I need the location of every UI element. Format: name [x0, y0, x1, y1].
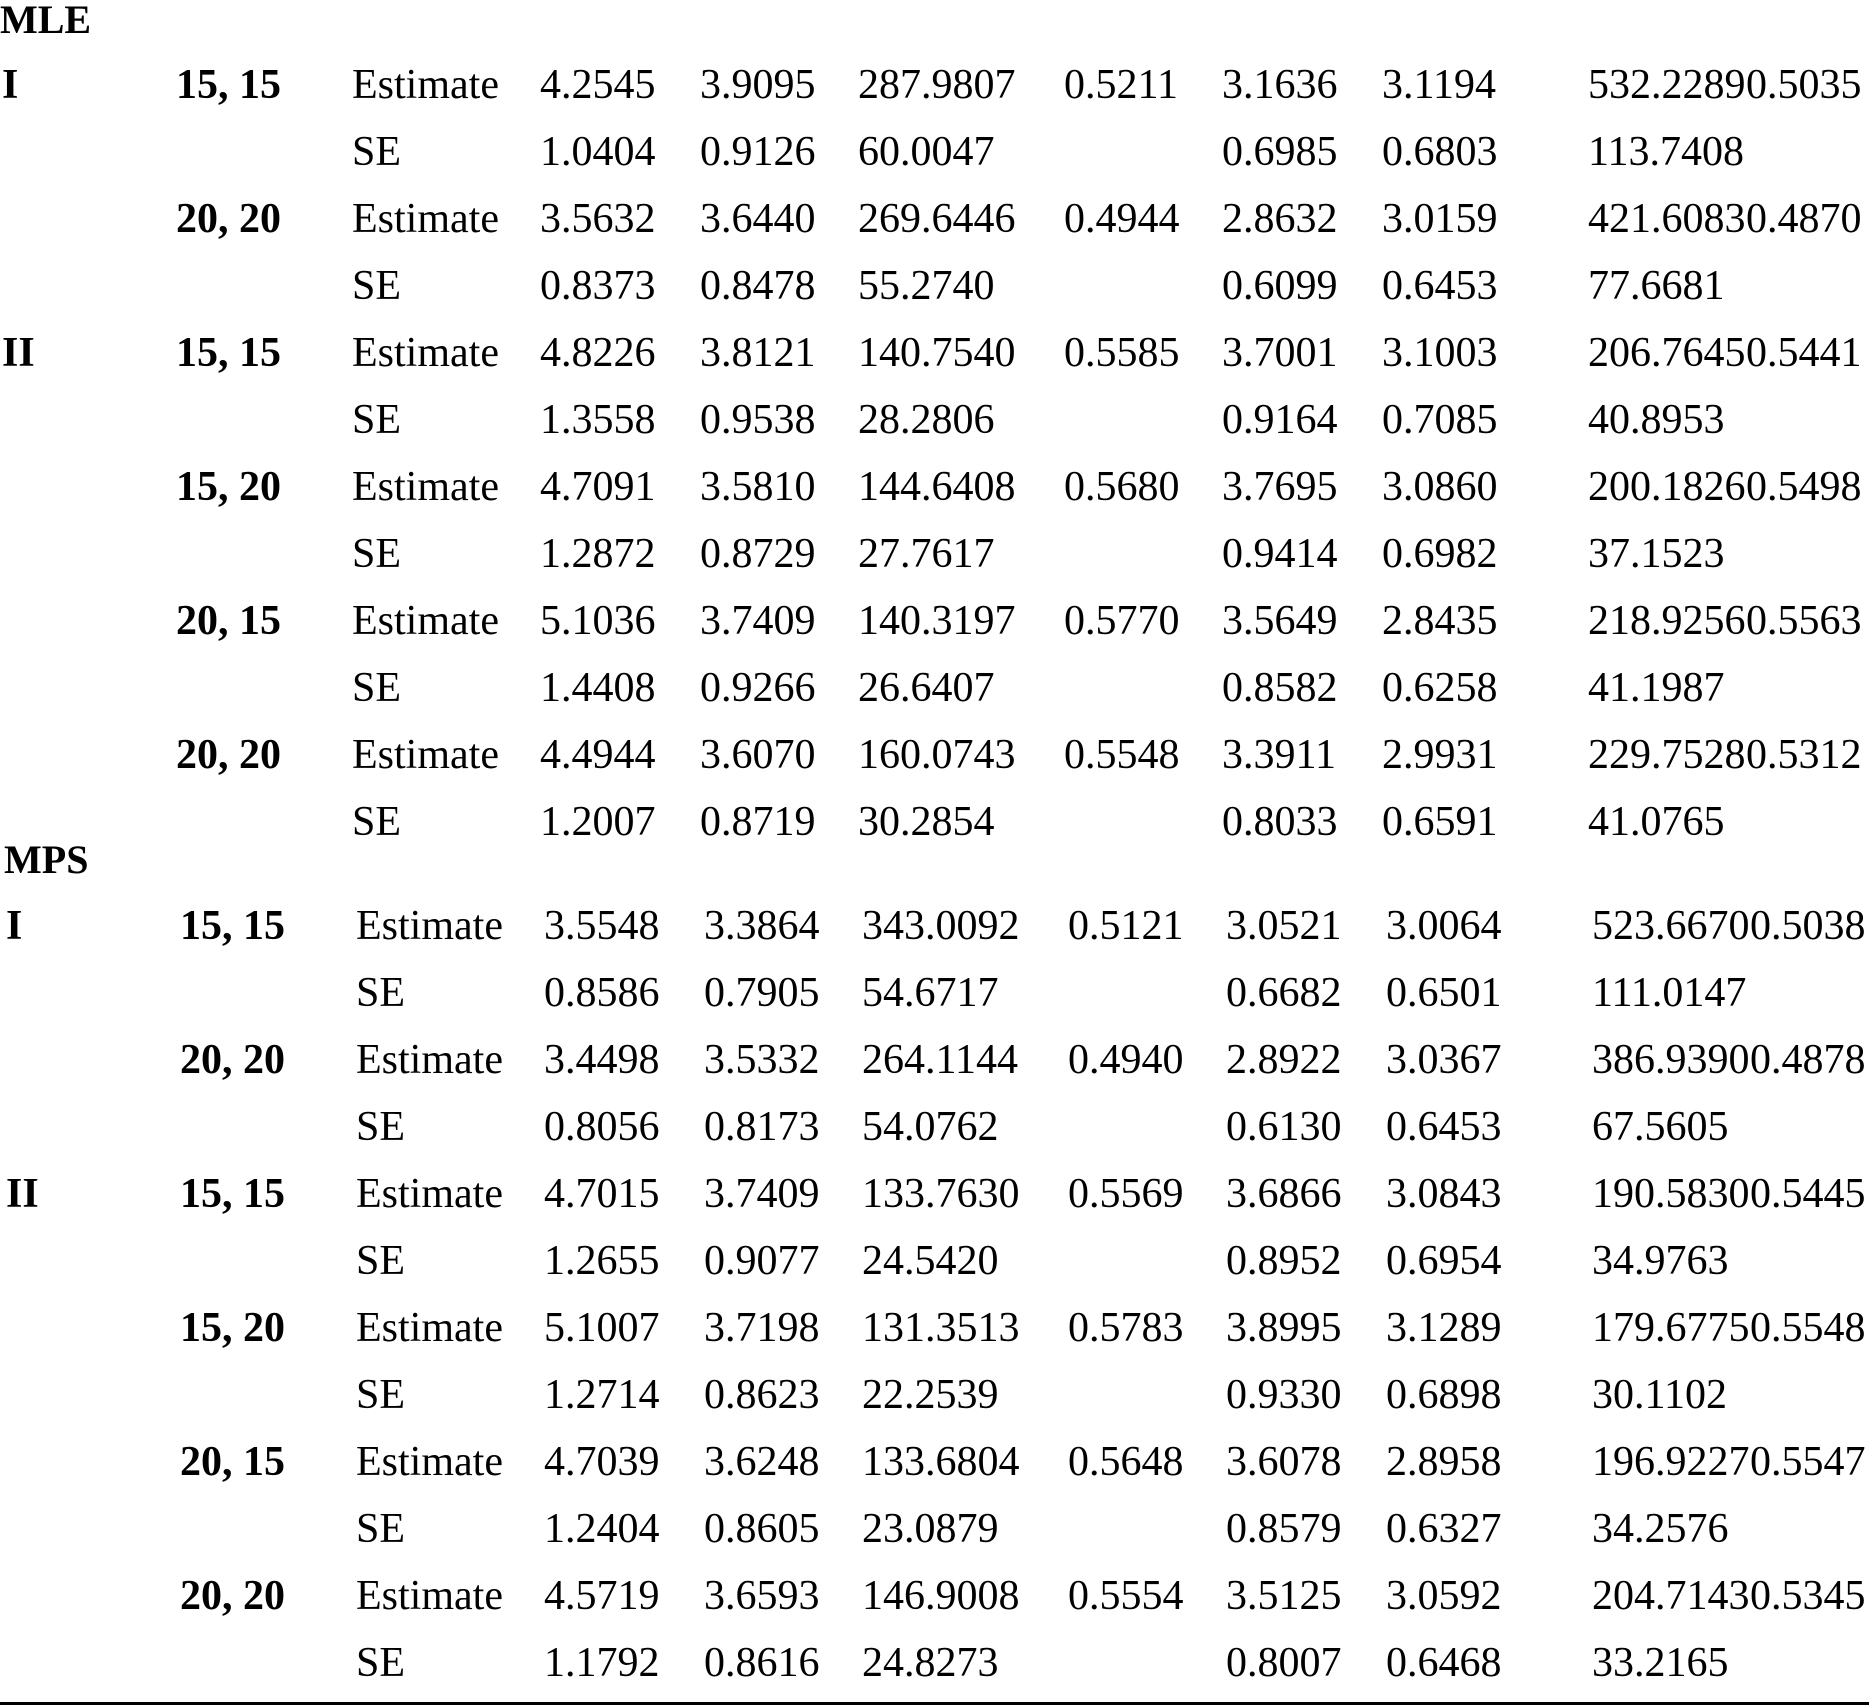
value-cell: 0.5441	[1746, 330, 1862, 376]
section-title: MPS	[4, 837, 89, 882]
value-cell: 3.8121	[700, 330, 816, 376]
value-cell: 0.8173	[704, 1104, 820, 1150]
value-cell: 0.6099	[1222, 263, 1338, 309]
value-cell: 0.5312	[1746, 732, 1862, 778]
value-cell: 146.9008	[862, 1573, 1020, 1619]
value-cell: 1.3558	[540, 397, 656, 443]
value-cell: 0.8605	[704, 1506, 820, 1552]
value-cell: 523.6670	[1592, 903, 1750, 949]
value-cell: 0.7085	[1382, 397, 1498, 443]
value-cell: 3.6248	[704, 1439, 820, 1485]
value-cell: 3.0592	[1386, 1573, 1502, 1619]
value-cell: 3.0843	[1386, 1171, 1502, 1217]
sample-size-label: 20, 20	[176, 196, 281, 242]
value-cell: 27.7617	[858, 531, 995, 577]
statistic-label: SE	[356, 1506, 406, 1552]
sample-size-label: 15, 15	[180, 1171, 285, 1217]
value-cell: 1.2872	[540, 531, 656, 577]
value-cell: 144.6408	[858, 464, 1016, 510]
value-cell: 30.2854	[858, 799, 995, 845]
statistic-label: SE	[356, 970, 406, 1016]
value-cell: 0.8623	[704, 1372, 820, 1418]
value-cell: 196.9227	[1592, 1439, 1750, 1485]
value-cell: 3.5810	[700, 464, 816, 510]
value-cell: 4.7091	[540, 464, 656, 510]
value-cell: 287.9807	[858, 62, 1016, 108]
statistic-label: SE	[356, 1238, 406, 1284]
value-cell: 1.2655	[544, 1238, 660, 1284]
value-cell: 34.2576	[1592, 1506, 1729, 1552]
statistic-label: Estimate	[352, 464, 499, 510]
value-cell: 3.3911	[1222, 732, 1336, 778]
value-cell: 179.6775	[1592, 1305, 1750, 1351]
value-cell: 4.7039	[544, 1439, 660, 1485]
value-cell: 3.5125	[1226, 1573, 1342, 1619]
value-cell: 3.0367	[1386, 1037, 1502, 1083]
value-cell: 0.8007	[1226, 1640, 1342, 1686]
value-cell: 204.7143	[1592, 1573, 1750, 1619]
statistic-label: Estimate	[356, 1037, 503, 1083]
value-cell: 3.7409	[700, 598, 816, 644]
value-cell: 0.9126	[700, 129, 816, 175]
value-cell: 0.4870	[1746, 196, 1862, 242]
value-cell: 0.6453	[1382, 263, 1498, 309]
value-cell: 3.1194	[1382, 62, 1496, 108]
value-cell: 2.9931	[1382, 732, 1498, 778]
statistic-label: Estimate	[356, 1171, 503, 1217]
value-cell: 532.2289	[1588, 62, 1746, 108]
statistic-label: SE	[352, 397, 402, 443]
value-cell: 54.0762	[862, 1104, 999, 1150]
value-cell: 0.5783	[1068, 1305, 1184, 1351]
value-cell: 0.6985	[1222, 129, 1338, 175]
value-cell: 3.0860	[1382, 464, 1498, 510]
value-cell: 3.7409	[704, 1171, 820, 1217]
scheme-label: II	[2, 330, 35, 376]
value-cell: 0.5445	[1750, 1171, 1866, 1217]
value-cell: 3.3864	[704, 903, 820, 949]
value-cell: 0.6682	[1226, 970, 1342, 1016]
value-cell: 3.6440	[700, 196, 816, 242]
statistic-label: SE	[352, 799, 402, 845]
statistic-label: Estimate	[352, 62, 499, 108]
value-cell: 37.1523	[1588, 531, 1725, 577]
value-cell: 3.0064	[1386, 903, 1502, 949]
value-cell: 41.0765	[1588, 799, 1725, 845]
table-row	[0, 1027, 1869, 1094]
value-cell: 67.5605	[1592, 1104, 1729, 1150]
value-cell: 3.0521	[1226, 903, 1342, 949]
value-cell: 0.5121	[1068, 903, 1184, 949]
value-cell: 4.5719	[544, 1573, 660, 1619]
value-cell: 133.7630	[862, 1171, 1020, 1217]
statistic-label: SE	[352, 531, 402, 577]
section-title: MLE	[0, 0, 92, 42]
sample-size-label: 15, 15	[176, 330, 281, 376]
value-cell: 3.1003	[1382, 330, 1498, 376]
value-cell: 0.9266	[700, 665, 816, 711]
value-cell: 5.1036	[540, 598, 656, 644]
value-cell: 0.5038	[1750, 903, 1866, 949]
statistic-label: Estimate	[356, 1305, 503, 1351]
value-cell: 0.6258	[1382, 665, 1498, 711]
value-cell: 3.0159	[1382, 196, 1498, 242]
value-cell: 0.8616	[704, 1640, 820, 1686]
value-cell: 0.5548	[1064, 732, 1180, 778]
value-cell: 34.9763	[1592, 1238, 1729, 1284]
value-cell: 0.5585	[1064, 330, 1180, 376]
table-row	[0, 1161, 1869, 1228]
statistic-label: SE	[356, 1372, 406, 1418]
value-cell: 33.2165	[1592, 1640, 1729, 1686]
table-row	[0, 1295, 1869, 1362]
table-row	[0, 960, 1869, 1027]
value-cell: 0.5569	[1068, 1171, 1184, 1217]
table-row	[0, 1496, 1869, 1563]
value-cell: 0.6453	[1386, 1104, 1502, 1150]
value-cell: 26.6407	[858, 665, 995, 711]
value-cell: 111.0147	[1592, 970, 1747, 1016]
value-cell: 0.6954	[1386, 1238, 1502, 1284]
value-cell: 343.0092	[862, 903, 1020, 949]
value-cell: 3.5548	[544, 903, 660, 949]
value-cell: 30.1102	[1592, 1372, 1727, 1418]
value-cell: 40.8953	[1588, 397, 1725, 443]
value-cell: 1.0404	[540, 129, 656, 175]
statistic-label: SE	[352, 263, 402, 309]
value-cell: 0.8579	[1226, 1506, 1342, 1552]
statistic-label: Estimate	[356, 1439, 503, 1485]
table-row	[0, 454, 1869, 521]
value-cell: 0.5563	[1746, 598, 1862, 644]
value-cell: 0.5547	[1750, 1439, 1866, 1485]
table-row	[0, 52, 1869, 119]
table-row	[0, 655, 1869, 722]
value-cell: 0.9164	[1222, 397, 1338, 443]
value-cell: 0.6468	[1386, 1640, 1502, 1686]
scheme-label: I	[2, 62, 19, 108]
table-row	[0, 1563, 1869, 1630]
value-cell: 0.8952	[1226, 1238, 1342, 1284]
value-cell: 24.8273	[862, 1640, 999, 1686]
value-cell: 0.6898	[1386, 1372, 1502, 1418]
value-cell: 0.9538	[700, 397, 816, 443]
value-cell: 3.1289	[1386, 1305, 1502, 1351]
value-cell: 2.8922	[1226, 1037, 1342, 1083]
statistic-label: Estimate	[352, 598, 499, 644]
value-cell: 131.3513	[862, 1305, 1020, 1351]
value-cell: 0.8586	[544, 970, 660, 1016]
scheme-label: II	[6, 1171, 39, 1217]
sample-size-label: 20, 15	[176, 598, 281, 644]
sample-size-label: 20, 20	[180, 1037, 285, 1083]
value-cell: 0.5498	[1746, 464, 1862, 510]
value-cell: 3.6070	[700, 732, 816, 778]
value-cell: 22.2539	[862, 1372, 999, 1418]
table-row	[0, 722, 1869, 789]
sample-size-label: 20, 15	[180, 1439, 285, 1485]
value-cell: 0.8056	[544, 1104, 660, 1150]
statistic-label: Estimate	[352, 330, 499, 376]
statistic-label: SE	[356, 1104, 406, 1150]
sample-size-label: 15, 15	[176, 62, 281, 108]
value-cell: 2.8958	[1386, 1439, 1502, 1485]
value-cell: 0.5345	[1750, 1573, 1866, 1619]
value-cell: 0.8373	[540, 263, 656, 309]
statistic-label: SE	[356, 1640, 406, 1686]
value-cell: 190.5830	[1592, 1171, 1750, 1217]
sample-size-label: 20, 20	[176, 732, 281, 778]
value-cell: 4.4944	[540, 732, 656, 778]
value-cell: 23.0879	[862, 1506, 999, 1552]
value-cell: 2.8435	[1382, 598, 1498, 644]
value-cell: 1.2714	[544, 1372, 660, 1418]
value-cell: 0.7905	[704, 970, 820, 1016]
value-cell: 386.9390	[1592, 1037, 1750, 1083]
value-cell: 0.6327	[1386, 1506, 1502, 1552]
value-cell: 1.1792	[544, 1640, 660, 1686]
value-cell: 3.5649	[1222, 598, 1338, 644]
table-row	[0, 789, 1869, 856]
value-cell: 0.4940	[1068, 1037, 1184, 1083]
statistic-label: Estimate	[352, 732, 499, 778]
table-row	[0, 119, 1869, 186]
value-cell: 1.2007	[540, 799, 656, 845]
value-cell: 140.7540	[858, 330, 1016, 376]
value-cell: 28.2806	[858, 397, 995, 443]
value-cell: 229.7528	[1588, 732, 1746, 778]
value-cell: 0.5548	[1750, 1305, 1866, 1351]
value-cell: 133.6804	[862, 1439, 1020, 1485]
value-cell: 0.6130	[1226, 1104, 1342, 1150]
value-cell: 3.7695	[1222, 464, 1338, 510]
table-row	[0, 588, 1869, 655]
value-cell: 0.6982	[1382, 531, 1498, 577]
value-cell: 3.5632	[540, 196, 656, 242]
value-cell: 3.9095	[700, 62, 816, 108]
table-row	[0, 320, 1869, 387]
table-row	[0, 521, 1869, 588]
table-row	[0, 1094, 1869, 1161]
value-cell: 0.8729	[700, 531, 816, 577]
statistic-label: Estimate	[352, 196, 499, 242]
value-cell: 3.8995	[1226, 1305, 1342, 1351]
table-row	[0, 186, 1869, 253]
table-row	[0, 893, 1869, 960]
value-cell: 0.9330	[1226, 1372, 1342, 1418]
table-row	[0, 1228, 1869, 1295]
value-cell: 77.6681	[1588, 263, 1725, 309]
value-cell: 0.8478	[700, 263, 816, 309]
value-cell: 3.5332	[704, 1037, 820, 1083]
table-row	[0, 387, 1869, 454]
value-cell: 60.0047	[858, 129, 995, 175]
table-row	[0, 1630, 1869, 1697]
value-cell: 3.6078	[1226, 1439, 1342, 1485]
value-cell: 0.4944	[1064, 196, 1180, 242]
value-cell: 421.6083	[1588, 196, 1746, 242]
value-cell: 1.4408	[540, 665, 656, 711]
value-cell: 0.8033	[1222, 799, 1338, 845]
value-cell: 54.6717	[862, 970, 999, 1016]
value-cell: 3.1636	[1222, 62, 1338, 108]
value-cell: 0.6501	[1386, 970, 1502, 1016]
value-cell: 206.7645	[1588, 330, 1746, 376]
value-cell: 0.6803	[1382, 129, 1498, 175]
value-cell: 160.0743	[858, 732, 1016, 778]
value-cell: 3.7198	[704, 1305, 820, 1351]
table-row	[0, 253, 1869, 320]
value-cell: 113.7408	[1588, 129, 1744, 175]
sample-size-label: 20, 20	[180, 1573, 285, 1619]
value-cell: 4.8226	[540, 330, 656, 376]
value-cell: 269.6446	[858, 196, 1016, 242]
value-cell: 41.1987	[1588, 665, 1725, 711]
value-cell: 0.9414	[1222, 531, 1338, 577]
value-cell: 200.1826	[1588, 464, 1746, 510]
value-cell: 0.8582	[1222, 665, 1338, 711]
value-cell: 0.5680	[1064, 464, 1180, 510]
value-cell: 0.5211	[1064, 62, 1178, 108]
sample-size-label: 15, 15	[180, 903, 285, 949]
value-cell: 0.8719	[700, 799, 816, 845]
statistic-label: SE	[352, 665, 402, 711]
value-cell: 2.8632	[1222, 196, 1338, 242]
statistic-label: Estimate	[356, 1573, 503, 1619]
value-cell: 5.1007	[544, 1305, 660, 1351]
statistic-label: Estimate	[356, 903, 503, 949]
value-cell: 218.9256	[1588, 598, 1746, 644]
value-cell: 140.3197	[858, 598, 1016, 644]
value-cell: 1.2404	[544, 1506, 660, 1552]
value-cell: 24.5420	[862, 1238, 999, 1284]
value-cell: 3.6866	[1226, 1171, 1342, 1217]
value-cell: 55.2740	[858, 263, 995, 309]
value-cell: 0.4878	[1750, 1037, 1866, 1083]
value-cell: 0.5554	[1068, 1573, 1184, 1619]
value-cell: 0.5035	[1746, 62, 1862, 108]
value-cell: 3.4498	[544, 1037, 660, 1083]
value-cell: 0.9077	[704, 1238, 820, 1284]
scheme-label: I	[6, 903, 23, 949]
value-cell: 4.7015	[544, 1171, 660, 1217]
table-row	[0, 1362, 1869, 1429]
value-cell: 0.5770	[1064, 598, 1180, 644]
value-cell: 264.1144	[862, 1037, 1018, 1083]
value-cell: 3.6593	[704, 1573, 820, 1619]
table-row	[0, 1429, 1869, 1496]
sample-size-label: 15, 20	[180, 1305, 285, 1351]
value-cell: 0.5648	[1068, 1439, 1184, 1485]
sample-size-label: 15, 20	[176, 464, 281, 510]
statistic-label: SE	[352, 129, 402, 175]
value-cell: 0.6591	[1382, 799, 1498, 845]
bottom-rule	[0, 1702, 1869, 1705]
value-cell: 3.7001	[1222, 330, 1338, 376]
value-cell: 4.2545	[540, 62, 656, 108]
